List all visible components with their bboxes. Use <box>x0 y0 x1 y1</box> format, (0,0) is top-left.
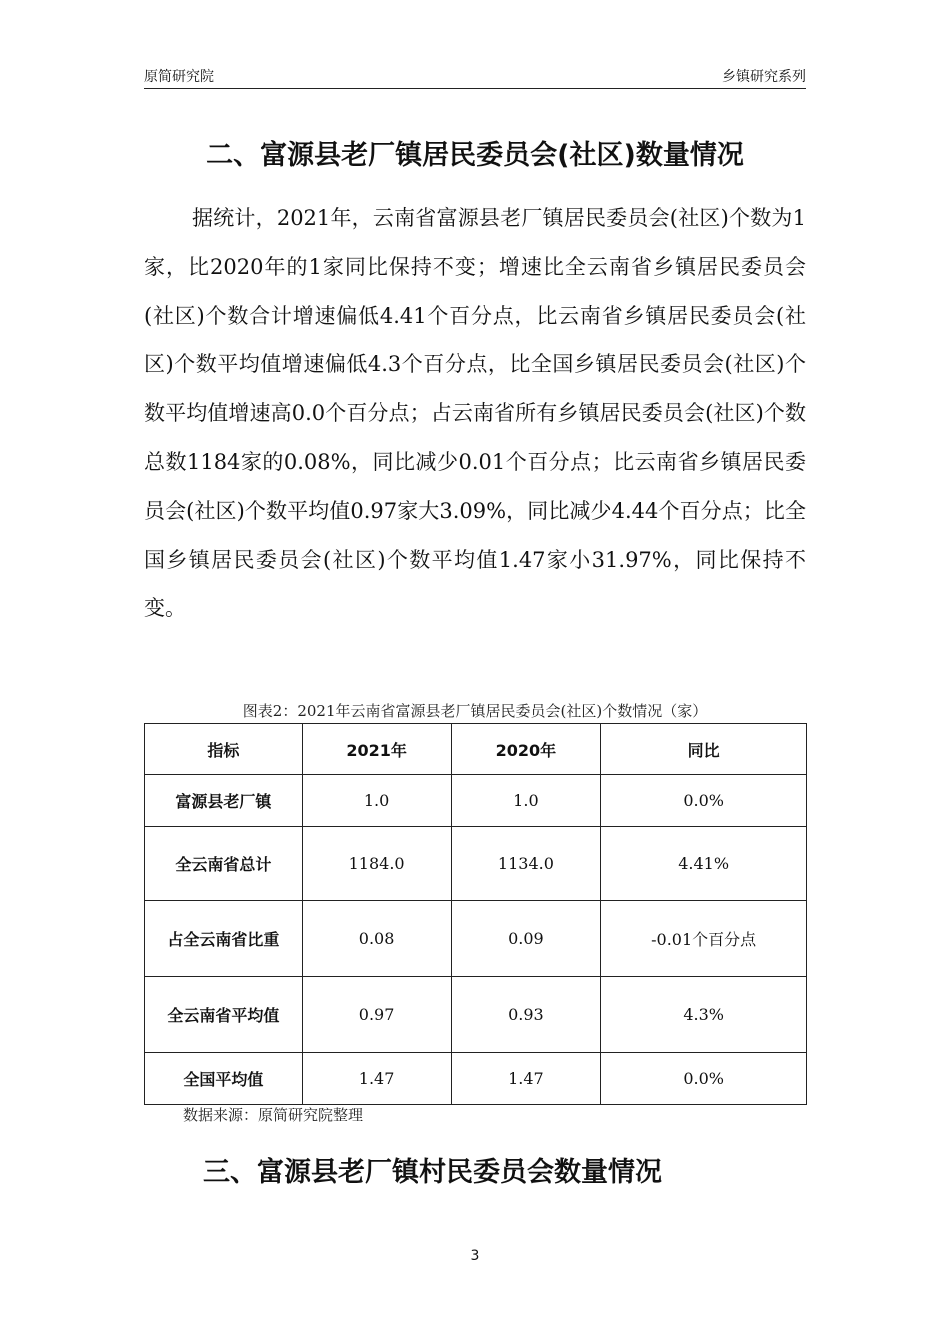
table-cell: 1184.0 <box>302 827 451 901</box>
table-cell: 1.47 <box>302 1053 451 1105</box>
table-cell: 0.93 <box>451 977 601 1053</box>
data-source-note: 数据来源：原简研究院整理 <box>183 1106 364 1124</box>
table-cell: 1134.0 <box>451 827 601 901</box>
page-number: 3 <box>470 1248 480 1264</box>
row-label: 占全云南省比重 <box>145 901 303 977</box>
table-cell: 0.08 <box>302 901 451 977</box>
table-cell: 0.09 <box>451 901 601 977</box>
table-header-row <box>145 724 807 775</box>
table-cell: 4.3% <box>601 977 807 1053</box>
table-header-cell: 同比 <box>601 724 807 775</box>
section-3-title: 三、富源县老厂镇村民委员会数量情况 <box>203 1157 662 1188</box>
table-caption: 图表2：2021年云南省富源县老厂镇居民委员会(社区)个数情况（家） <box>242 702 708 720</box>
page-header <box>144 66 806 89</box>
data-table <box>144 723 807 1105</box>
table-cell: -0.01个百分点 <box>601 901 807 977</box>
table-header-cell: 2021年 <box>302 724 451 775</box>
table-cell: 0.0% <box>601 1053 807 1105</box>
body-paragraph: 据统计，2021年，云南省富源县老厂镇居民委员会(社区)个数为1家，比2020年的1家同比保持不变；增速比全云南省乡镇居民委员会(社区)个数合计增速偏低4.41个百分点，比云南省乡镇居民委员会(社区)个数平均值增速偏低4.3个百分点，比全国乡镇居民委员会(社区)个数平均值增速高0.0个百分点；占云南省所有乡镇居民委员会(社区)个数总数1184家的0.08%，同比减少0.01个百分点；比云南省乡镇居民委员会(社区)个数平均值0.97家大3.09%，同比减少4.44个百分点；比全国乡镇居民委员会(社区)个数平均值1.47家小31.97%，同比保持不变。 <box>144 206 806 621</box>
row-label: 全云南省平均值 <box>145 977 303 1053</box>
table-cell: 0.0% <box>601 775 807 827</box>
row-label: 富源县老厂镇 <box>145 775 303 827</box>
table-row <box>145 775 807 827</box>
table-header-cell: 2020年 <box>451 724 601 775</box>
table-cell: 0.97 <box>302 977 451 1053</box>
table-header-cell: 指标 <box>145 724 303 775</box>
header-right: 乡镇研究系列 <box>722 69 806 85</box>
table-cell: 1.0 <box>451 775 601 827</box>
table-row <box>145 901 807 977</box>
table-row <box>145 977 807 1053</box>
table-cell: 4.41% <box>601 827 807 901</box>
table-cell: 1.47 <box>451 1053 601 1105</box>
table-row <box>145 827 807 901</box>
row-label: 全国平均值 <box>145 1053 303 1105</box>
section-2-title: 二、富源县老厂镇居民委员会(社区)数量情况 <box>206 140 744 171</box>
table-row <box>145 1053 807 1105</box>
row-label: 全云南省总计 <box>145 827 303 901</box>
header-left: 原简研究院 <box>144 69 214 85</box>
table-cell: 1.0 <box>302 775 451 827</box>
